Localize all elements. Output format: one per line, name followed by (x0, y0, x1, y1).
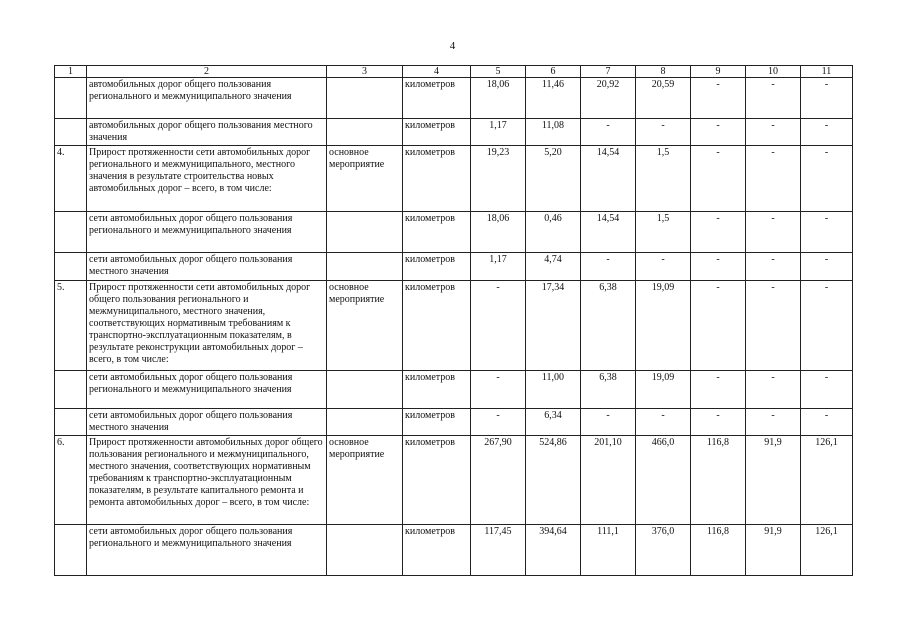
value-cell: 4,74 (526, 253, 581, 281)
value-cell: 117,45 (471, 525, 526, 576)
value-cell: 91,9 (746, 525, 801, 576)
unit-of-measure: километров (403, 146, 471, 212)
column-number: 7 (581, 66, 636, 78)
value-cell: 394,64 (526, 525, 581, 576)
unit-of-measure: километров (403, 78, 471, 119)
value-cell: - (801, 212, 853, 253)
value-cell: - (691, 281, 746, 371)
value-cell: 126,1 (801, 525, 853, 576)
row-number (55, 119, 87, 146)
value-cell: - (801, 146, 853, 212)
value-cell: 1,5 (636, 146, 691, 212)
value-cell: 6,34 (526, 409, 581, 436)
activity-type (327, 525, 403, 576)
row-number: 4. (55, 146, 87, 212)
column-number: 5 (471, 66, 526, 78)
table-row (55, 119, 853, 146)
value-cell: 126,1 (801, 436, 853, 525)
value-cell: - (746, 253, 801, 281)
value-cell: - (471, 409, 526, 436)
indicator-description: сети автомобильных дорог общего пользования регионального и межмуниципального значения (87, 371, 327, 409)
activity-type (327, 409, 403, 436)
unit-of-measure: километров (403, 436, 471, 525)
row-number (55, 212, 87, 253)
value-cell: - (471, 371, 526, 409)
value-cell: - (801, 409, 853, 436)
page-number: 4 (449, 40, 456, 52)
activity-type: основное мероприятие (327, 146, 403, 212)
value-cell: 6,38 (581, 281, 636, 371)
value-cell: - (746, 371, 801, 409)
unit-of-measure: километров (403, 253, 471, 281)
value-cell: - (471, 281, 526, 371)
indicator-description: Прирост протяженности сети автомобильных дорог общего пользования регионального и межмуниципального, местного значения, соответствующих нормативным требованиям к транспортно-эксплуатационным показателям, в результате реконструкции автомобильных дорог – всего, в том числе: (87, 281, 327, 371)
value-cell: 14,54 (581, 146, 636, 212)
table-row (55, 78, 853, 119)
value-cell: 19,09 (636, 371, 691, 409)
value-cell: 91,9 (746, 436, 801, 525)
activity-type (327, 212, 403, 253)
row-number (55, 78, 87, 119)
value-cell: - (691, 253, 746, 281)
value-cell: 11,46 (526, 78, 581, 119)
column-number: 3 (327, 66, 403, 78)
row-number (55, 253, 87, 281)
unit-of-measure: километров (403, 371, 471, 409)
value-cell: 1,17 (471, 119, 526, 146)
value-cell: 466,0 (636, 436, 691, 525)
indicator-description: Прирост протяженности сети автомобильных дорог регионального и межмуниципального, местного значения в результате строительства новых автомобильных дорог – всего, в том числе: (87, 146, 327, 212)
value-cell: 11,08 (526, 119, 581, 146)
value-cell: 17,34 (526, 281, 581, 371)
value-cell: 116,8 (691, 525, 746, 576)
value-cell: - (746, 409, 801, 436)
indicator-description: автомобильных дорог общего пользования регионального и межмуниципального значения (87, 78, 327, 119)
value-cell: - (691, 146, 746, 212)
value-cell: 20,92 (581, 78, 636, 119)
value-cell: 524,86 (526, 436, 581, 525)
value-cell: 1,17 (471, 253, 526, 281)
value-cell: 201,10 (581, 436, 636, 525)
activity-type (327, 371, 403, 409)
column-number: 2 (87, 66, 327, 78)
value-cell: - (801, 253, 853, 281)
unit-of-measure: километров (403, 525, 471, 576)
table-row (55, 409, 853, 436)
row-number: 5. (55, 281, 87, 371)
value-cell: - (746, 212, 801, 253)
table-row (55, 253, 853, 281)
value-cell: 1,5 (636, 212, 691, 253)
indicator-description: сети автомобильных дорог общего пользования регионального и межмуниципального значения (87, 525, 327, 576)
value-cell: 19,23 (471, 146, 526, 212)
table-row (55, 436, 853, 525)
value-cell: 18,06 (471, 78, 526, 119)
unit-of-measure: километров (403, 212, 471, 253)
value-cell: - (691, 212, 746, 253)
column-number: 6 (526, 66, 581, 78)
value-cell: 5,20 (526, 146, 581, 212)
value-cell: - (636, 253, 691, 281)
table-row (55, 525, 853, 576)
value-cell: 19,09 (636, 281, 691, 371)
value-cell: - (746, 281, 801, 371)
indicator-description: сети автомобильных дорог общего пользования регионального и межмуниципального значения (87, 212, 327, 253)
column-number: 10 (746, 66, 801, 78)
activity-type: основное мероприятие (327, 281, 403, 371)
value-cell: - (746, 119, 801, 146)
row-number (55, 371, 87, 409)
table-row (55, 146, 853, 212)
value-cell: - (746, 146, 801, 212)
value-cell: - (746, 78, 801, 119)
value-cell: 6,38 (581, 371, 636, 409)
indicator-description: сети автомобильных дорог общего пользования местного значения (87, 253, 327, 281)
value-cell: 18,06 (471, 212, 526, 253)
value-cell: - (581, 119, 636, 146)
indicators-table (54, 65, 853, 576)
table-row (55, 371, 853, 409)
value-cell: 14,54 (581, 212, 636, 253)
indicator-description: сети автомобильных дорог общего пользования местного значения (87, 409, 327, 436)
value-cell: - (691, 119, 746, 146)
value-cell: - (801, 371, 853, 409)
value-cell: 0,46 (526, 212, 581, 253)
activity-type (327, 253, 403, 281)
value-cell: - (581, 253, 636, 281)
unit-of-measure: километров (403, 119, 471, 146)
value-cell: 376,0 (636, 525, 691, 576)
indicator-description: Прирост протяженности автомобильных дорог общего пользования регионального и межмуниципального, местного значения, соответствующих нормативным требованиям к транспортно-эксплуатационным показателям, в результате капитального ремонта и ремонта автомобильных дорог – всего, в том числе: (87, 436, 327, 525)
column-number: 4 (403, 66, 471, 78)
column-number-row (55, 66, 853, 78)
value-cell: 116,8 (691, 436, 746, 525)
value-cell: - (636, 119, 691, 146)
column-number: 11 (801, 66, 853, 78)
value-cell: 11,00 (526, 371, 581, 409)
value-cell: - (691, 371, 746, 409)
value-cell: 111,1 (581, 525, 636, 576)
activity-type (327, 119, 403, 146)
value-cell: - (801, 281, 853, 371)
column-number: 9 (691, 66, 746, 78)
activity-type: основное мероприятие (327, 436, 403, 525)
indicator-description: автомобильных дорог общего пользования местного значения (87, 119, 327, 146)
table-row (55, 281, 853, 371)
unit-of-measure: километров (403, 281, 471, 371)
activity-type (327, 78, 403, 119)
column-number: 8 (636, 66, 691, 78)
value-cell: - (801, 78, 853, 119)
column-number: 1 (55, 66, 87, 78)
value-cell: 267,90 (471, 436, 526, 525)
row-number: 6. (55, 436, 87, 525)
value-cell: - (636, 409, 691, 436)
value-cell: - (581, 409, 636, 436)
row-number (55, 525, 87, 576)
value-cell: 20,59 (636, 78, 691, 119)
row-number (55, 409, 87, 436)
value-cell: - (801, 119, 853, 146)
unit-of-measure: километров (403, 409, 471, 436)
value-cell: - (691, 78, 746, 119)
table-row (55, 212, 853, 253)
value-cell: - (691, 409, 746, 436)
